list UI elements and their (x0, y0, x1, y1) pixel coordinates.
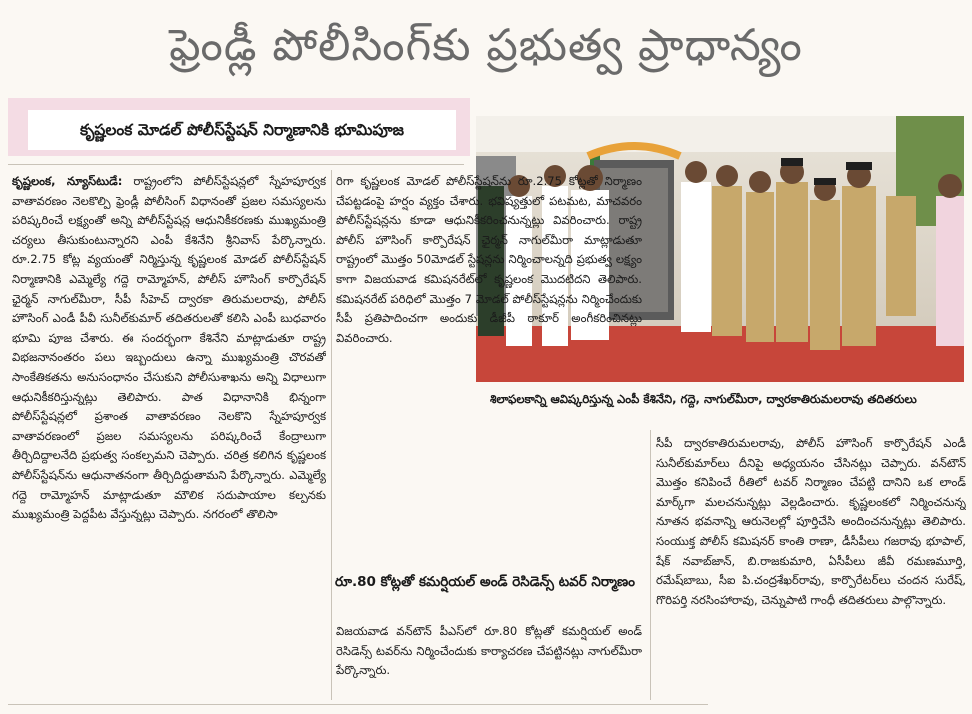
article-column-1 (12, 172, 326, 704)
subheadline: కృష్ణలంక మోడల్ పోలీస్‌స్టేషన్ నిర్మాణానికి భూమిపూజ (28, 110, 456, 150)
column-2-text: రిగా కృష్ణలంక మోడల్ పోలీస్‌స్టేషన్‌ను రూ.2.75 కోట్లతో నిర్మాణం చేపట్టడంపై హర్షం వ్యక్తం చేశారు. భవిష్యత్తులో పటమట, మాచవరం పోలీస్‌స్టేషన్లను కూడా ఆధునికీకరించనున్నట్లు వివరించారు. రాష్ట్ర పోలీస్ హౌసింగ్ కార్పొరేషన్ ఛైర్మన్ నాగుల్‌మీరా మాట్లాడుతూ రాష్ట్రంలో మొత్తం 50మోడల్ స్టేషన్లను నిర్మించాలన్నది ప్రభుత్వ లక్ష్యం కాగా విజయవాడ కమిషనరేట్‌లో కృష్ణలంక మొదటిదని తెలిపారు. కమిషనరేట్ పరిధిలో మొత్తం 7 మోడల్ పోలీస్‌స్టేషన్లను నిర్మించేందుకు సీపీ ప్రతిపాదించగా అందుకు డీజీపీ ఠాకూర్ అంగీకరించినట్లు వివరించారు. (336, 174, 642, 345)
article-column-2-bottom (336, 622, 642, 702)
column-3-text: సీపీ ద్వారకాతిరుమలరావు, పోలీస్ హౌసింగ్ కార్పొరేషన్ ఎండీ సునీల్‌కుమార్‌లు దీనిపై అధ్యయనం చేసినట్లు చెప్పారు. వన్‌టౌన్ మొత్తం కనిపించే రీతిలో టవర్ నిర్మాణం చేపట్టి దానిని ఒక లాండ్ మార్క్‌గా మలచనున్నట్లు వెల్లడించారు. కృష్ణలంకలో నిర్మించనున్న నూతన భవనాన్ని ఆరునెలల్లో పూర్తిచేసి అందించనున్నట్లు తెలిపారు. సంయుక్త పోలీస్ కమిషనర్ కాంతి రాణా, డీసీపీలు గజరావు భూపాల్, షేక్ నవాబ్‌జాన్, బి.రాజకుమారి, ఏసీపీలు జీవీ రమణమూర్తి, రమేష్‌బాబు, సీఐ పి.చంద్రశేఖర్‌రావు, కార్పొరేటర్‌లు చందన సురేష్, గొరిపర్తి నరసింహారావు, చెన్నుపాటి గాంధీ తదితరులు పాల్గొన్నారు. (656, 436, 966, 607)
column-divider-1 (331, 170, 332, 700)
column-rule-top (8, 164, 464, 165)
article-column-2 (336, 172, 642, 568)
column-rule-bottom (8, 704, 708, 705)
photo-caption: శిలాఫలకాన్ని ఆవిష్కరిస్తున్న ఎంపీ కేశినేని, గద్దె, నాగుల్‌మీరా, ద్వారకాతిరుమలరావు తదితరులు (490, 392, 917, 406)
article-column-3 (656, 434, 966, 706)
column-1-text: రాష్ట్రంలోని పోలీస్‌స్టేషన్లలో స్నేహపూర్వక వాతావరణం నెలకొల్పి ఫ్రెండ్లీ పోలీసింగ్ విధానంతో ప్రజల సమస్యలను పరిష్కరించే లక్ష్యంతో అన్ని పోలీస్‌స్టేషన్ల ఆధునికీకరణకు ముఖ్యమంత్రి చర్యలు తీసుకుంటున్నారని ఎంపీ కేశినేని శ్రీనివాస్ పేర్కొన్నారు. రూ.2.75 కోట్ల వ్యయంతో నిర్మిస్తున్న కృష్ణలంక మోడల్ పోలీస్‌స్టేషన్ నిర్మాణానికి ఎమ్మెల్యే గద్దె రామ్మోహన్, పోలీస్ హౌసింగ్ కార్పొరేషన్ ఛైర్మన్ నాగుల్‌మీరా, సీపీ సీహెచ్ ద్వారకా తిరుమలరావు, పోలీస్ హౌసింగ్ ఎండీ పీవీ సునీల్‌కుమార్ తదితరులతో కలిసి ఎంపీ బుధవారం భూమి పూజ చేశారు. ఈ సందర్భంగా కేశినేని మాట్లాడుతూ రాష్ట్ర విభజనానంతరం పలు ఇబ్బందులు ఉన్నా ముఖ్యమంత్రి చొరవతో సాంకేతికతను అనుసంధానం చేసుకుని పోలీసుశాఖను అన్ని విధాలుగా ఆధునికీకరిస్తున్నట్లు తెలిపారు. పాత విధానానికి భిన్నంగా పోలీస్‌స్టేషన్లలో ప్రశాంత వాతావరణం నెలకొని స్నేహపూర్వక వాతావరణంలో ప్రజల సమస్యలను పరిష్కరించే కేంద్రాలుగా తీర్చిదిద్దాలనేది ప్రభుత్వ సంకల్పమని చెప్పారు. చరిత్ర కలిగిన కృష్ణలంక పోలీస్‌స్టేషన్‌ను ఆధునాతనంగా తీర్చిదిద్దుతామని పేర్కొన్నారు. ఎమ్మెల్యే గద్దె రామ్మోహన్ మాట్లాడుతూ మౌలిక సదుపాయాల కల్పనకు ముఖ్యమంత్రి పెద్దపీట వేస్తున్నట్లు చెప్పారు. నగరంలో తొలిసా (12, 174, 326, 522)
column-2-continued-text: విజయవాడ వన్‌టౌన్ పీఎస్‌లో రూ.80 కోట్లతో కమర్షియల్ అండ్ రెసిడెన్స్ టవర్‌ను నిర్మించేందుకు కార్యాచరణ చేపట్టినట్లు నాగుల్‌మీరా పేర్కొన్నారు. (336, 624, 642, 678)
dateline: కృష్ణలంక, న్యూస్‌టుడే: (12, 174, 123, 188)
section-subhead: రూ.80 కోట్లతో కమర్షియల్ అండ్ రెసిడెన్స్ టవర్ నిర్మాణం (335, 574, 635, 590)
column-divider-2 (650, 430, 651, 700)
headline: ఫ్రెండ్లీ పోలీసింగ్‌కు ప్రభుత్వ ప్రాధాన్యం (169, 20, 803, 71)
